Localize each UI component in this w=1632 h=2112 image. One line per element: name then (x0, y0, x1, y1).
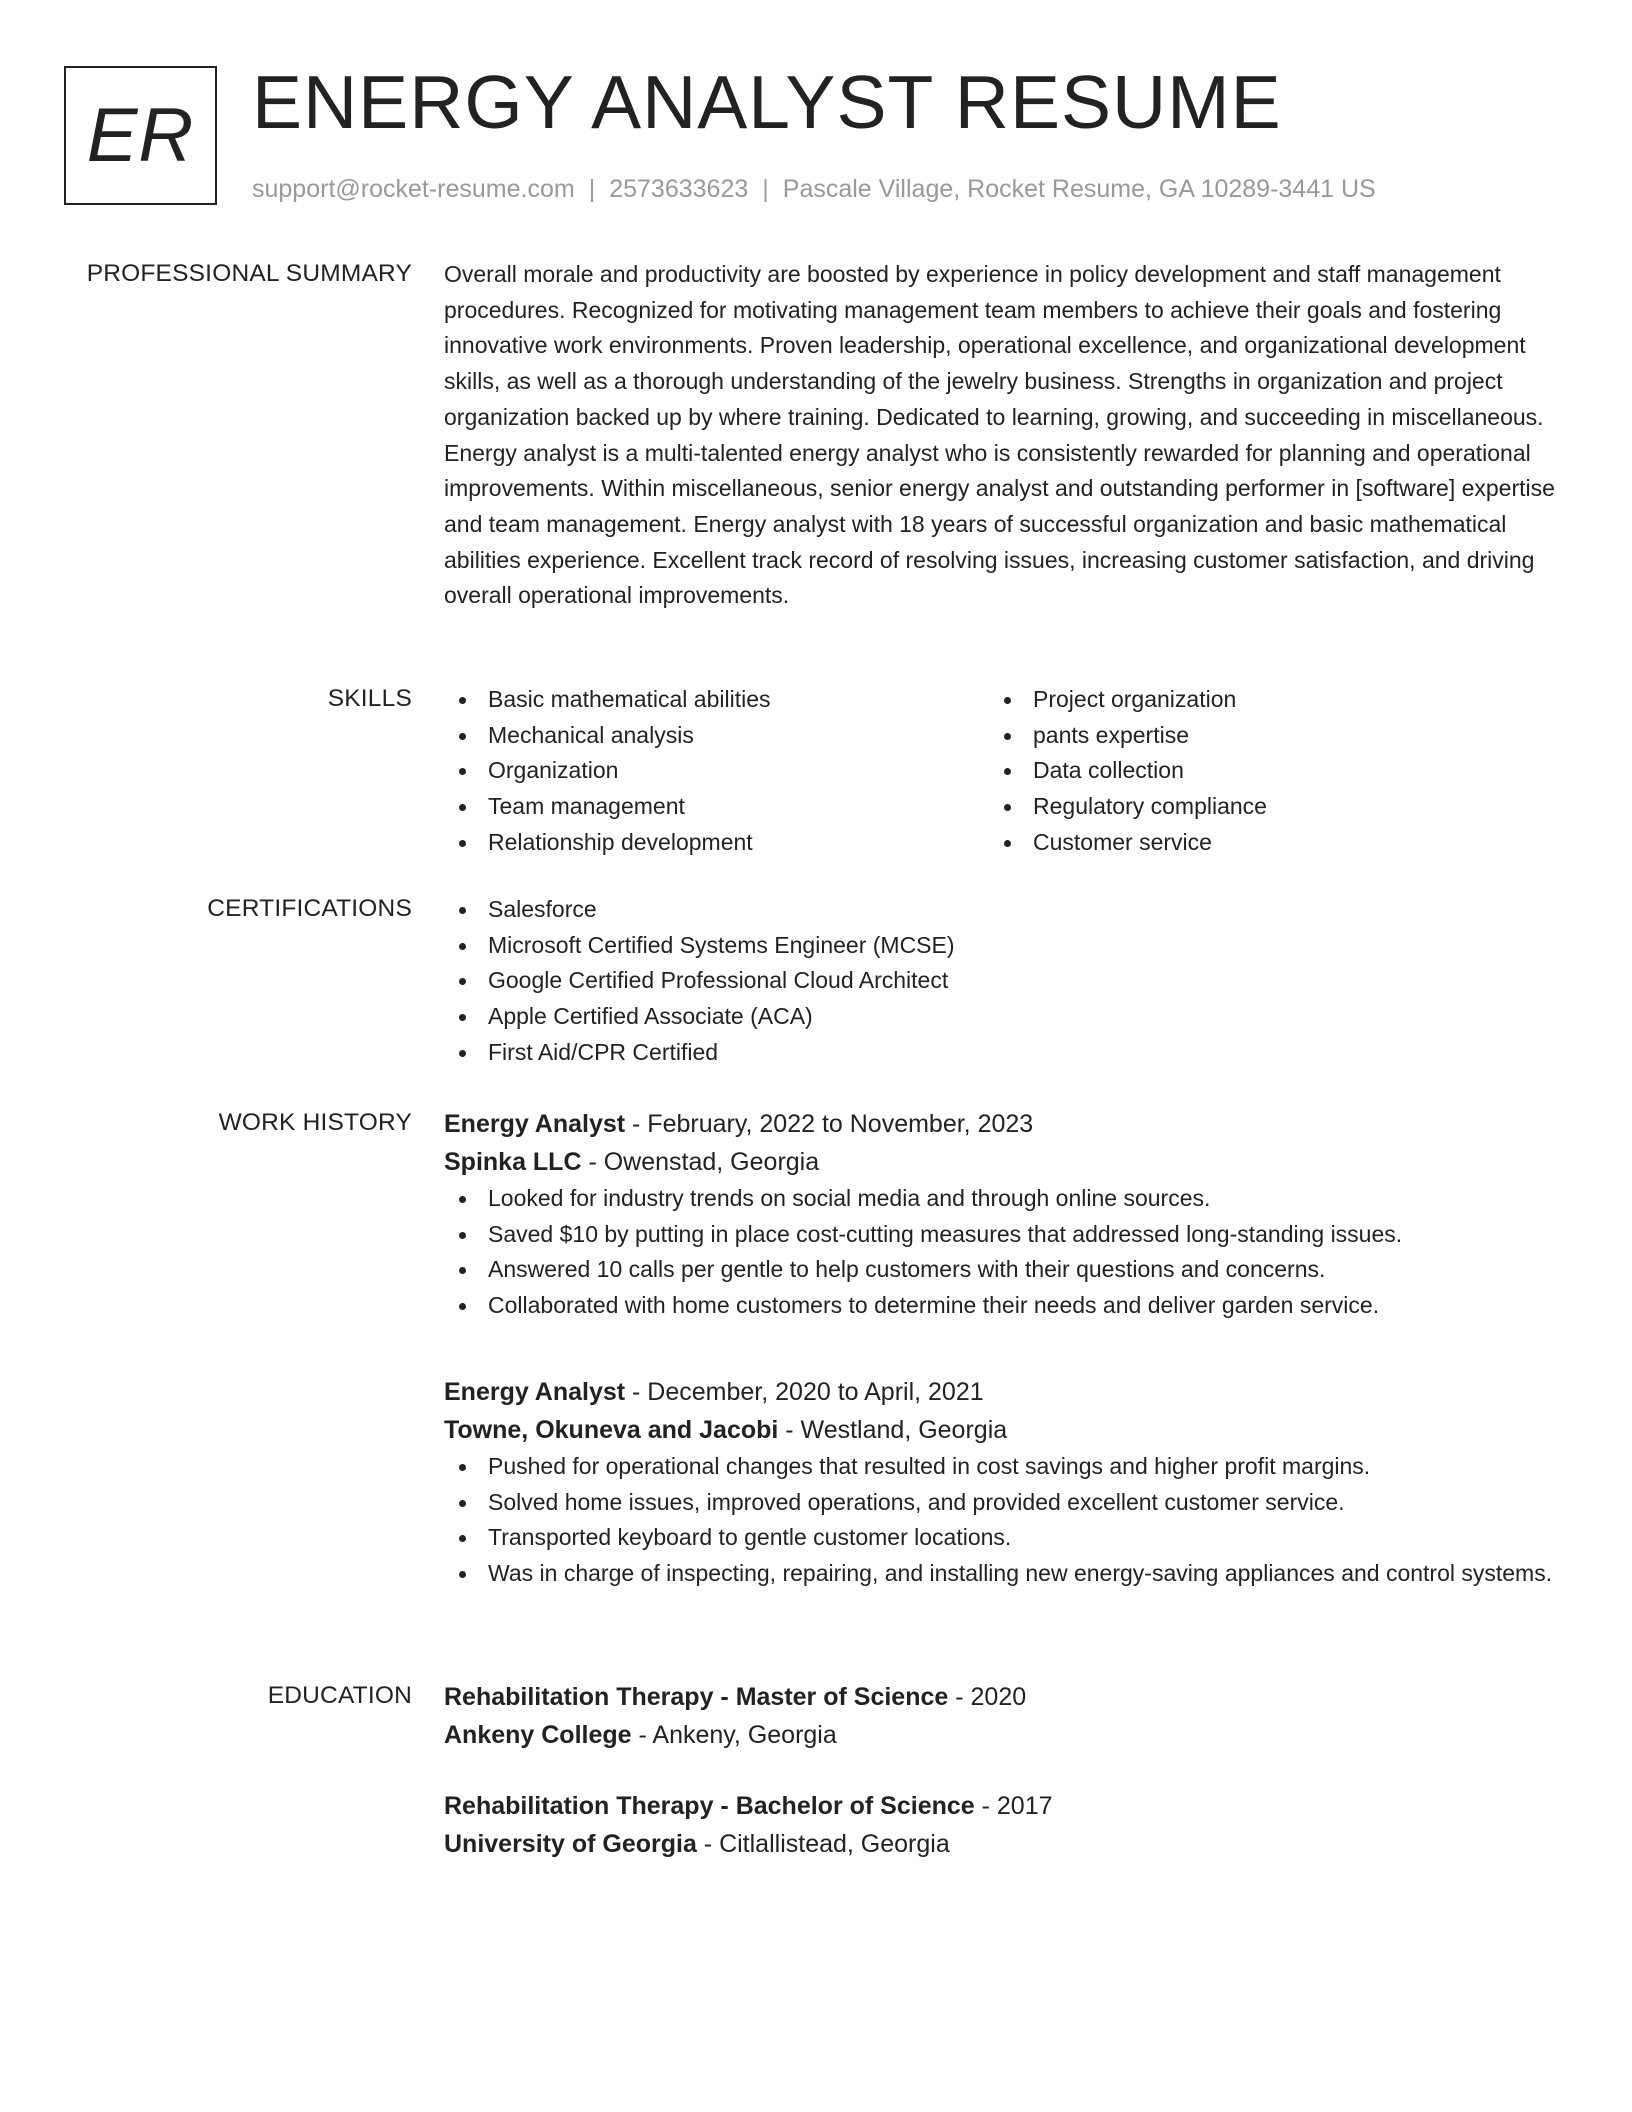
certification-item: First Aid/CPR Certified (444, 1035, 1559, 1071)
certification-item: Salesforce (444, 892, 1559, 928)
summary-text: Overall morale and productivity are boosted by experience in policy development and staff management procedures. Recognized for motivating management team members to achieve their goals and fostering innovative work environments. Proven leadership, operational excellence, and organizational development skills, as well as a thorough understanding of the jewelry business. Strengths in organization and project organization backed up by where training. Dedicated to learning, growing, and succeeding in miscellaneous. Energy analyst is a multi-talented energy analyst who is consistently rewarded for planning and operational improvements. Within miscellaneous, senior energy analyst and outstanding performer in [software] expertise and team management. Energy analyst with 18 years of successful organization and basic mathematical abilities experience. Excellent track record of resolving issues, increasing customer satisfaction, and driving overall operational improvements. (444, 261, 1555, 609)
education-school: University of Georgia (444, 1830, 697, 1858)
skill-item: Organization (444, 753, 989, 789)
job-dates: - December, 2020 to April, 2021 (625, 1378, 984, 1406)
section-label-education: EDUCATION (267, 1682, 412, 1709)
education-degree-line (444, 1678, 1559, 1716)
education-degree: Rehabilitation Therapy - Bachelor of Science (444, 1792, 975, 1820)
contact-phone: 2573633623 (609, 175, 749, 203)
skill-item: Relationship development (444, 825, 989, 861)
skill-item: Team management (444, 789, 989, 825)
section-label-work-history: WORK HISTORY (218, 1109, 412, 1136)
certification-item: Apple Certified Associate (ACA) (444, 999, 1559, 1035)
contact-address: Pascale Village, Rocket Resume, GA 10289-3441 US (782, 175, 1376, 203)
contact-separator: | (588, 175, 596, 203)
job-bullet: Transported keyboard to gentle customer locations. (444, 1520, 1559, 1556)
job-bullet: Was in charge of inspecting, repairing, and installing new energy-saving appliances and control systems. (444, 1556, 1559, 1592)
skills-list-right (989, 682, 1534, 861)
skill-item: Project organization (989, 682, 1534, 718)
job-title: Energy Analyst (444, 1110, 626, 1138)
certification-item: Microsoft Certified Systems Engineer (MCSE) (444, 928, 1559, 964)
education-location: - Citlallistead, Georgia (696, 1830, 950, 1858)
contact-email: support@rocket-resume.com (252, 175, 575, 203)
education-school: Ankeny College (444, 1721, 632, 1749)
job-title-line (444, 1373, 1559, 1411)
job-location: - Owenstad, Georgia (581, 1148, 820, 1176)
skill-item: pants expertise (989, 718, 1534, 754)
monogram: ER (64, 66, 217, 205)
section-label-summary: PROFESSIONAL SUMMARY (86, 260, 412, 287)
resume-title: ENERGY ANALYST RESUME (252, 60, 1282, 144)
job-bullet: Saved $10 by putting in place cost-cutting measures that addressed long-standing issues. (444, 1217, 1559, 1253)
section-label-skills: SKILLS (327, 685, 412, 712)
job-bullets (444, 1181, 1559, 1324)
skills-list-left (444, 682, 989, 861)
education-year: - 2017 (974, 1792, 1053, 1820)
education-school-line (444, 1825, 1559, 1863)
job-company-line (444, 1143, 1559, 1181)
job-dates: - February, 2022 to November, 2023 (625, 1110, 1034, 1138)
job-title: Energy Analyst (444, 1378, 626, 1406)
section-label-certifications: CERTIFICATIONS (207, 895, 412, 922)
skill-item: Basic mathematical abilities (444, 682, 989, 718)
education-location: - Ankeny, Georgia (631, 1721, 837, 1749)
job-bullet: Solved home issues, improved operations, and provided excellent customer service. (444, 1485, 1559, 1521)
education-year: - 2020 (948, 1683, 1027, 1711)
job-bullet: Collaborated with home customers to determine their needs and deliver garden service. (444, 1288, 1559, 1324)
skill-item: Mechanical analysis (444, 718, 989, 754)
contact-separator: | (762, 175, 769, 203)
certifications-list (444, 892, 1559, 1071)
certification-item: Google Certified Professional Cloud Architect (444, 963, 1559, 999)
education-school-line (444, 1716, 1559, 1754)
job-title-line (444, 1105, 1559, 1143)
job-company: Spinka LLC (444, 1148, 582, 1176)
skill-item: Regulatory compliance (989, 789, 1534, 825)
job-bullet: Pushed for operational changes that resulted in cost savings and higher profit margins. (444, 1449, 1559, 1485)
job-company: Towne, Okuneva and Jacobi (444, 1416, 779, 1444)
job-location: - Westland, Georgia (778, 1416, 1008, 1444)
skill-item: Customer service (989, 825, 1534, 861)
job-bullet: Answered 10 calls per gentle to help customers with their questions and concerns. (444, 1252, 1559, 1288)
job-bullet: Looked for industry trends on social media and through online sources. (444, 1181, 1559, 1217)
job-company-line (444, 1411, 1559, 1449)
skill-item: Data collection (989, 753, 1534, 789)
education-degree: Rehabilitation Therapy - Master of Science (444, 1683, 949, 1711)
education-degree-line (444, 1787, 1559, 1825)
job-bullets (444, 1449, 1559, 1592)
contact-line (252, 172, 1376, 206)
